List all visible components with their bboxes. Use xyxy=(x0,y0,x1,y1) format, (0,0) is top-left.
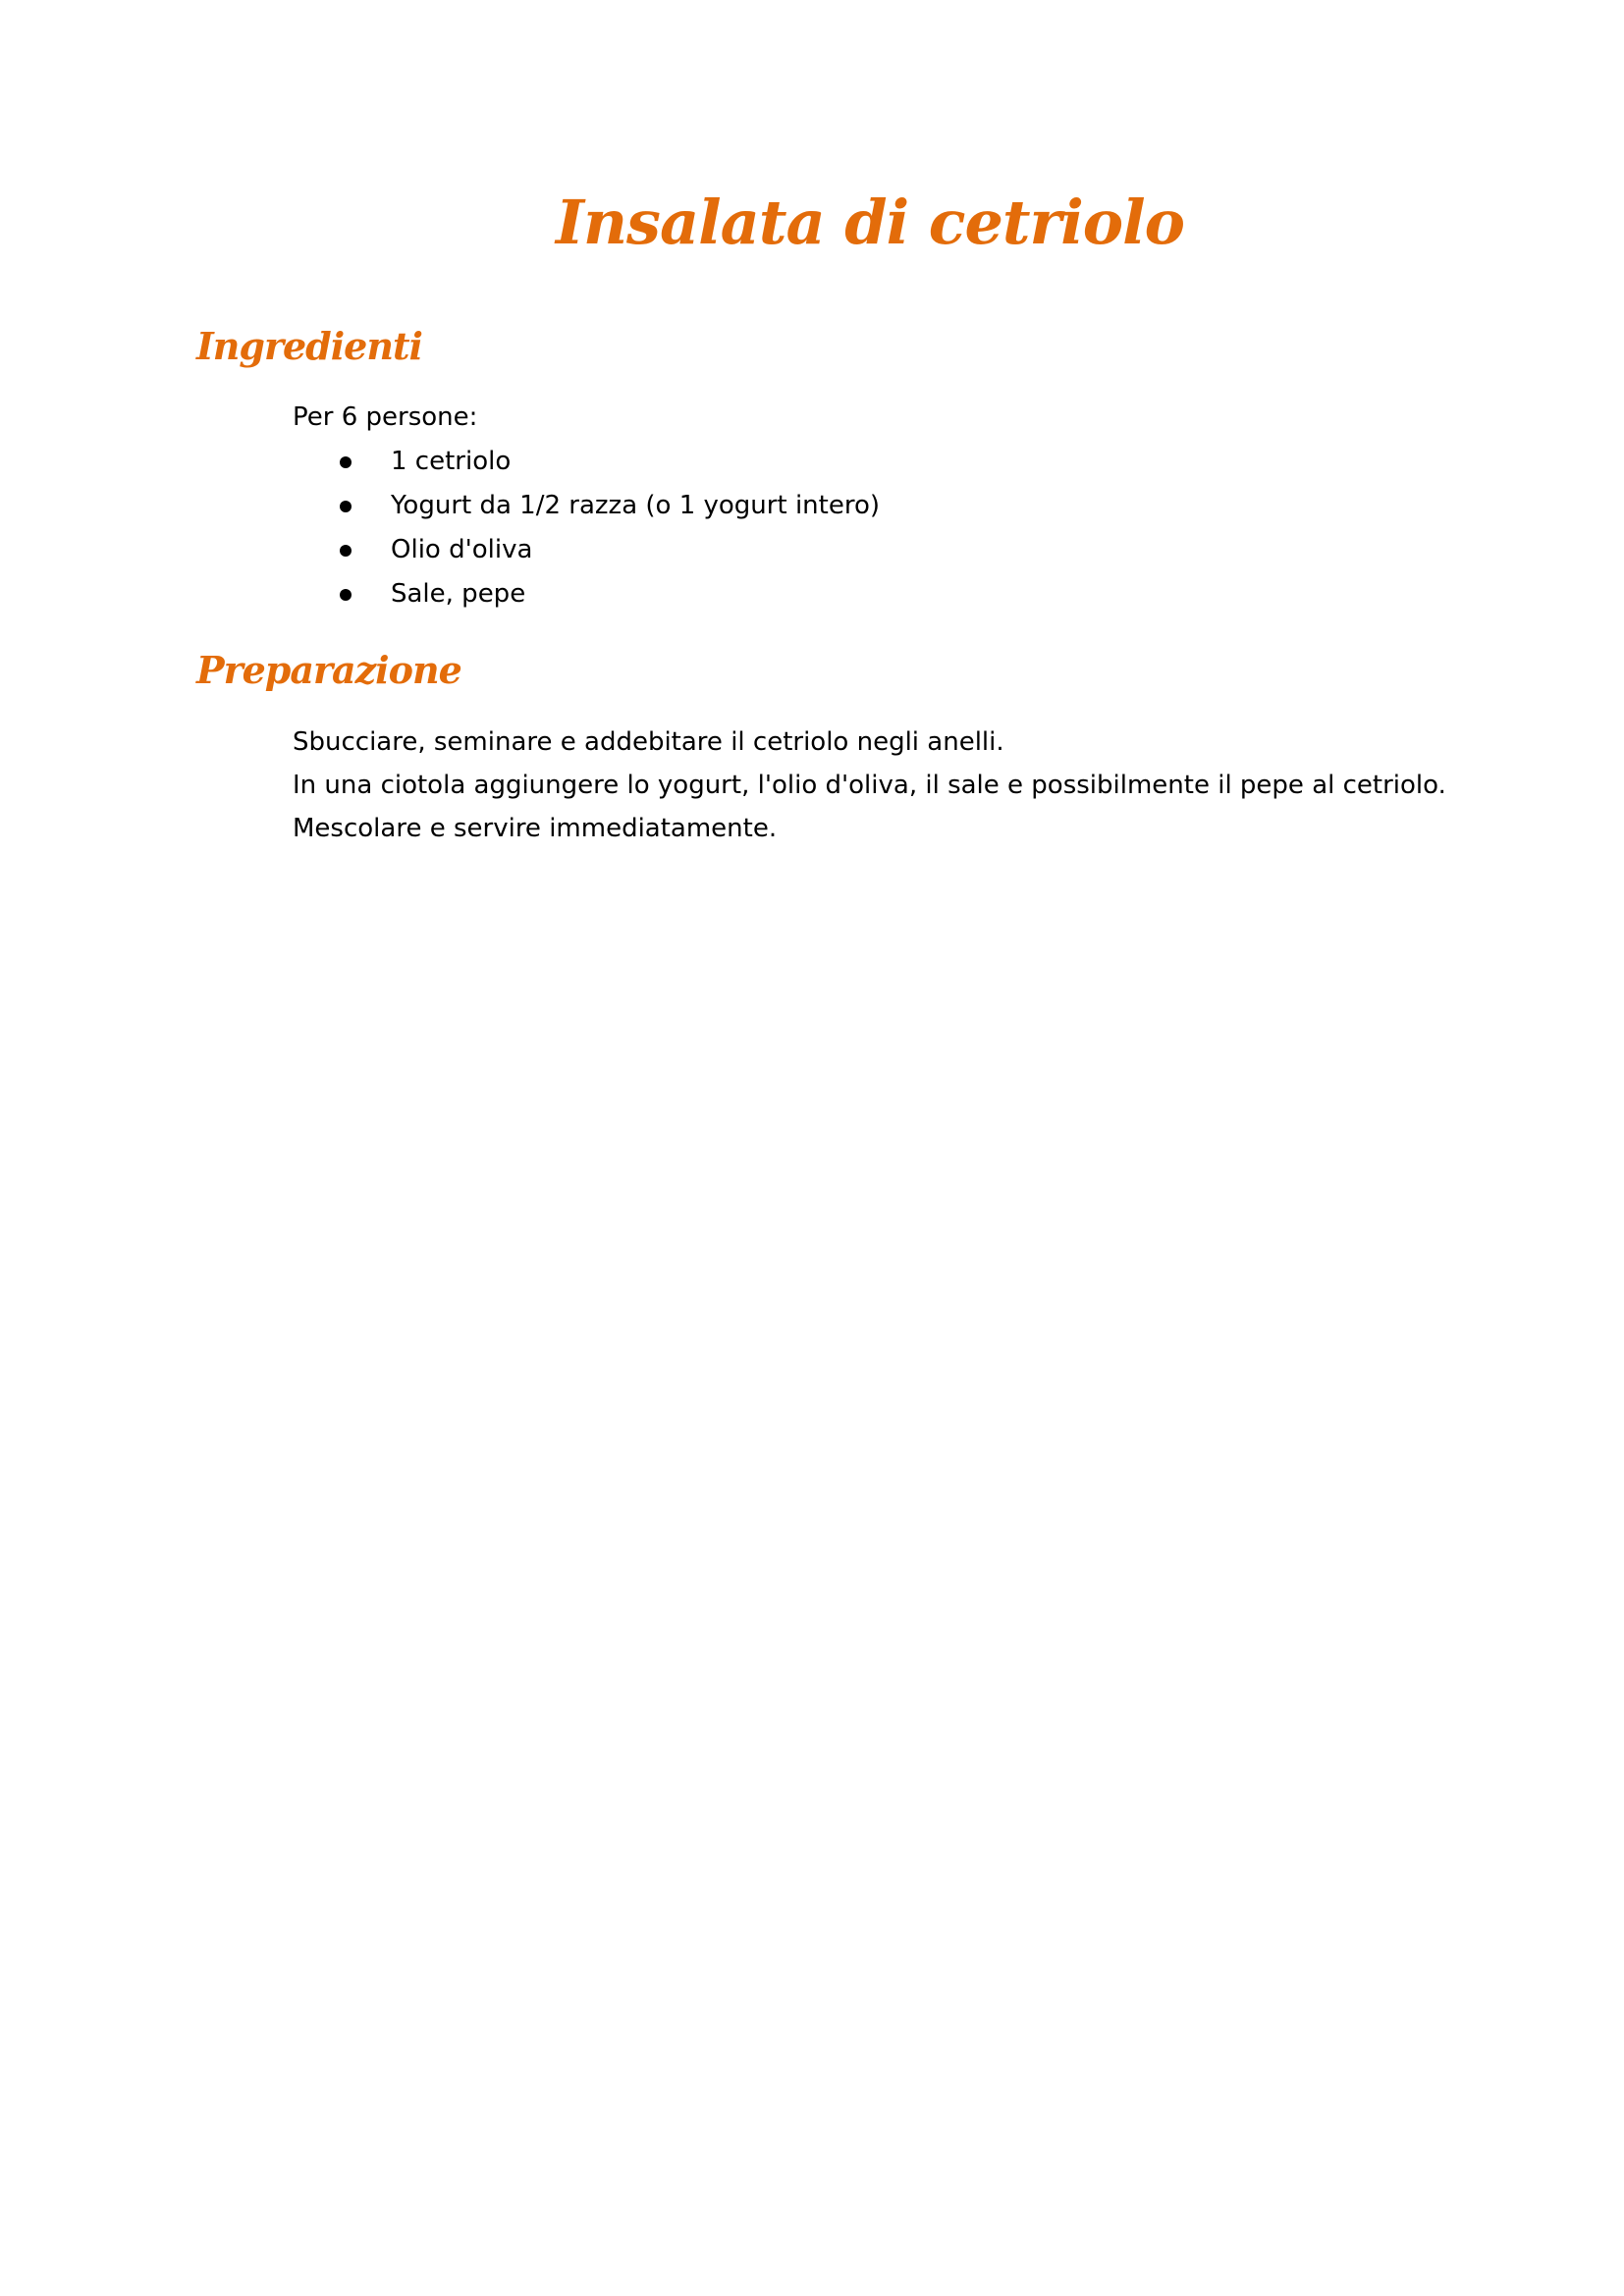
ingredient-text: Olio d'oliva xyxy=(391,535,533,564)
preparation-step: Sbucciare, seminare e addebitare il cetriolo negli anelli. xyxy=(293,727,1004,757)
page-title: Insalata di cetriolo xyxy=(555,187,1185,258)
ingredients-heading: Ingredienti xyxy=(196,324,422,368)
servings-text: Per 6 persone: xyxy=(293,402,478,432)
preparation-step: Mescolare e servire immediatamente. xyxy=(293,814,778,843)
list-item xyxy=(340,572,880,616)
list-item xyxy=(340,484,880,528)
bullet-icon xyxy=(340,456,352,468)
preparation-step: In una ciotola aggiungere lo yogurt, l'olio d'oliva, il sale e possibilmente il pepe al cetriolo. xyxy=(293,771,1446,800)
bullet-icon xyxy=(340,501,352,512)
preparation-heading: Preparazione xyxy=(196,648,461,692)
bullet-icon xyxy=(340,589,352,601)
list-item xyxy=(340,440,880,484)
ingredient-text: 1 cetriolo xyxy=(391,447,512,476)
bullet-icon xyxy=(340,545,352,557)
list-item xyxy=(340,528,880,572)
ingredients-list xyxy=(340,440,880,616)
preparation-steps xyxy=(293,721,1446,850)
ingredient-text: Sale, pepe xyxy=(391,579,526,609)
ingredient-text: Yogurt da 1/2 razza (o 1 yogurt intero) xyxy=(391,491,880,520)
